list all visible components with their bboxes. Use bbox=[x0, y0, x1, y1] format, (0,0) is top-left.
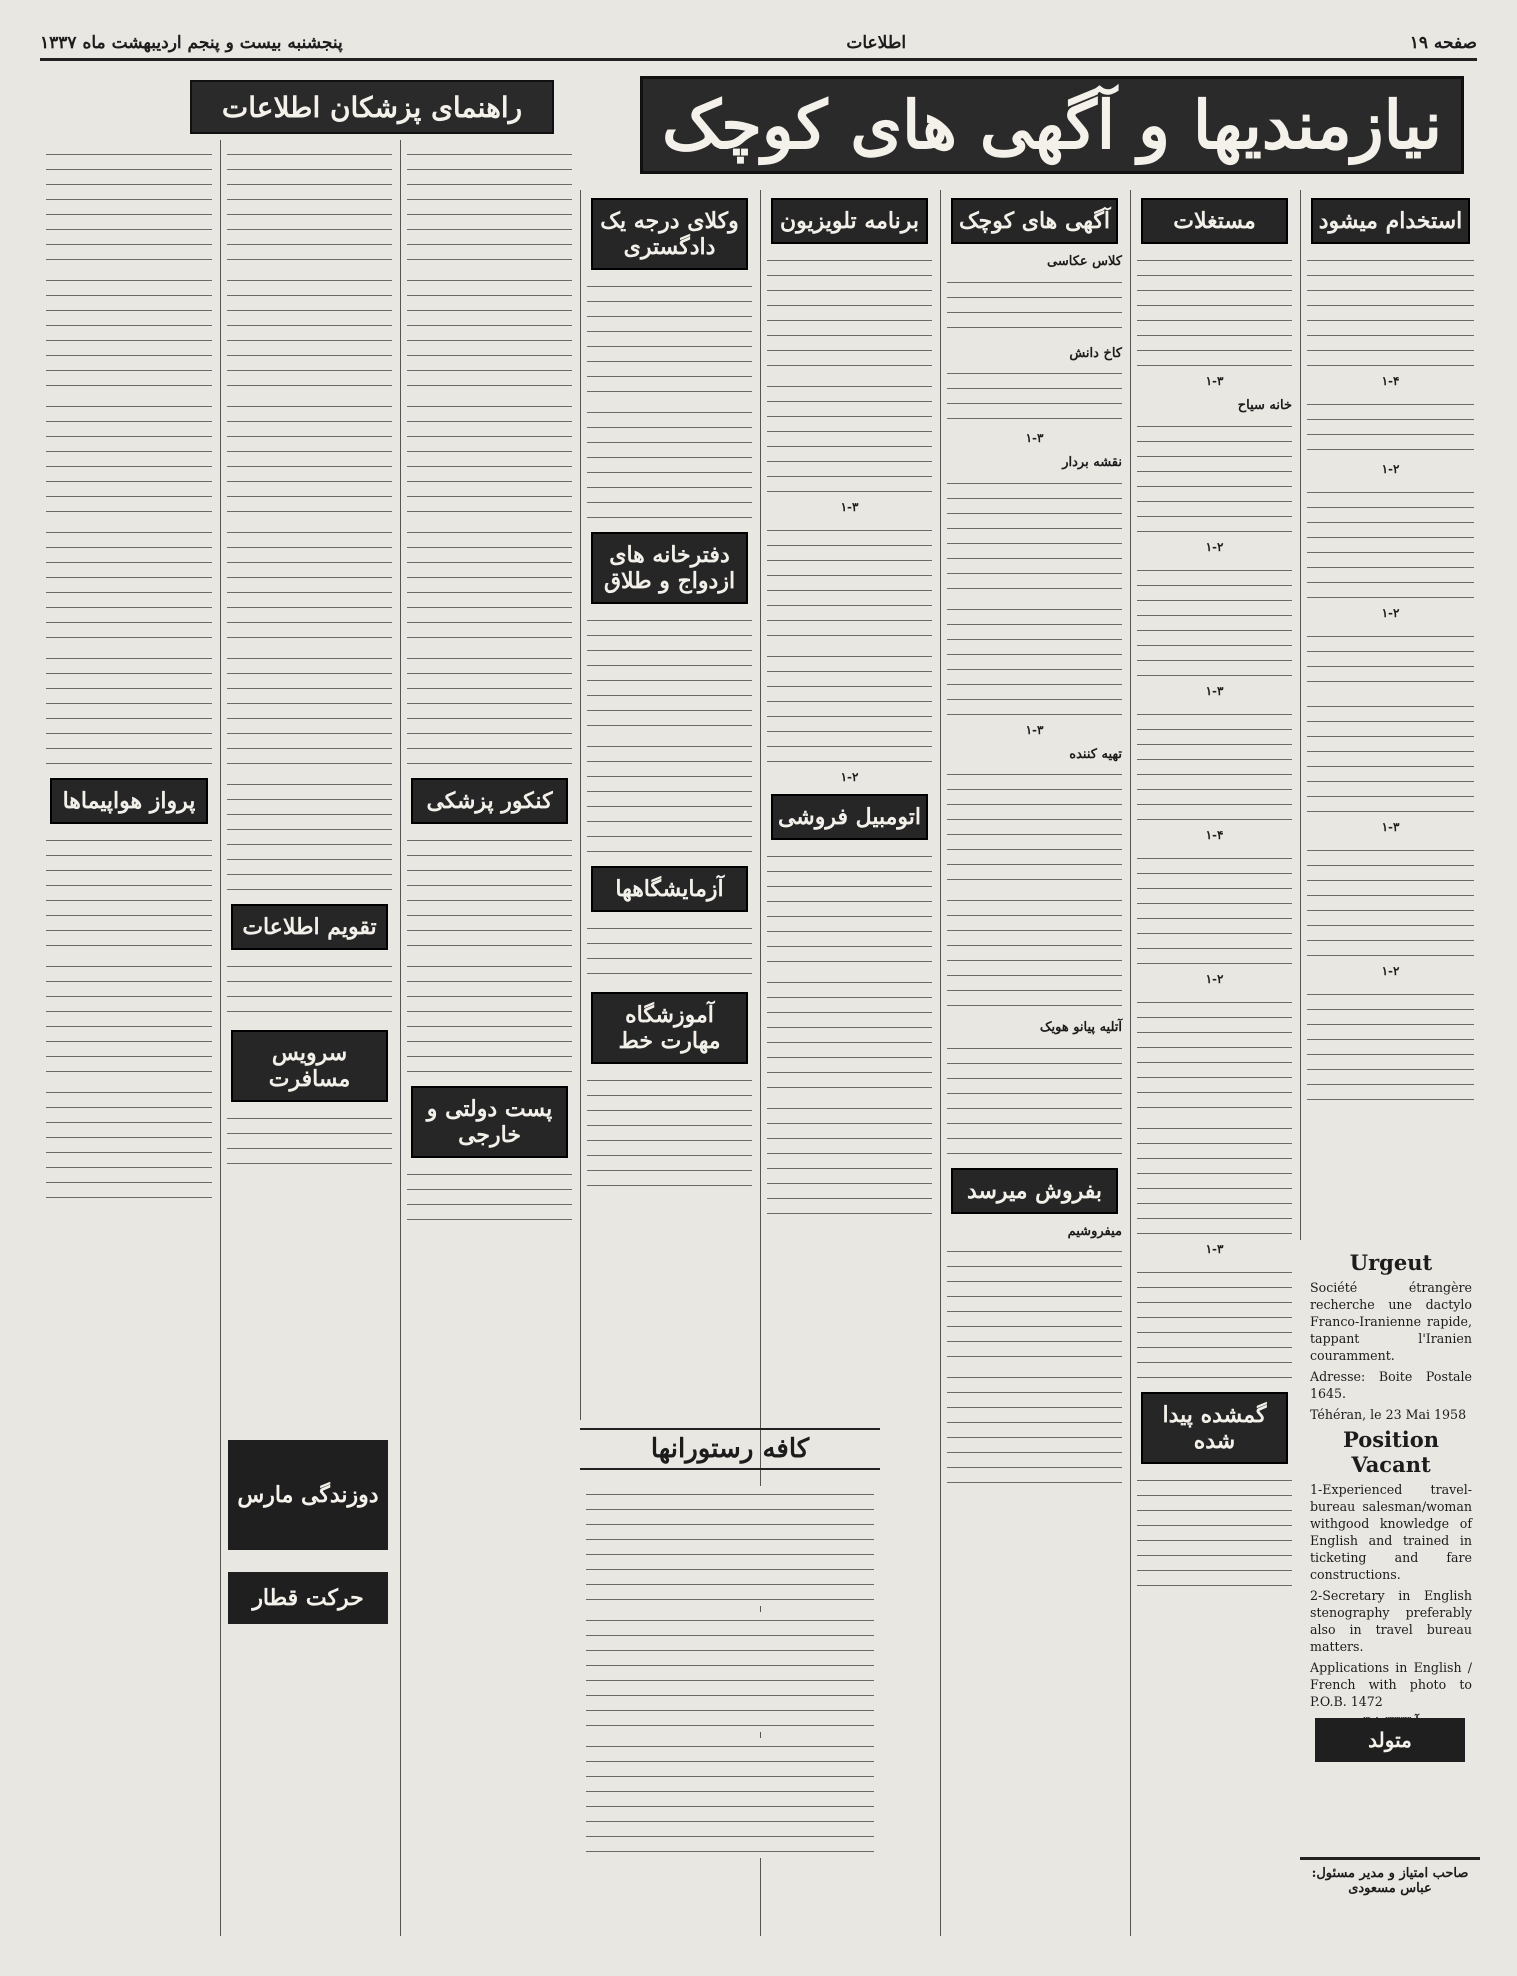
position-apply: Applications in English / French with photo to P.O.B. 1472 bbox=[1310, 1660, 1472, 1709]
ad-block bbox=[407, 650, 572, 770]
publisher-footer: صاحب امتیاز و مدیر مسئول: عباس مسعودی bbox=[1300, 1857, 1480, 1936]
ad-block: نقشه بردار bbox=[947, 453, 1122, 595]
ad-block bbox=[227, 650, 392, 770]
ad-block: ۱-۳ bbox=[1307, 698, 1474, 836]
page-number: صفحه ۱۹ bbox=[1409, 33, 1477, 53]
section-head-tv: برنامه تلویزیون bbox=[771, 198, 928, 244]
ad-block bbox=[767, 848, 932, 968]
column-7 bbox=[220, 140, 398, 1936]
ad-block: تهیه کننده bbox=[947, 745, 1122, 887]
section-head-marriage: دفترخانه های ازدواج و طلاق bbox=[591, 532, 748, 604]
ad-block bbox=[227, 958, 392, 1022]
ad-block bbox=[586, 1612, 874, 1732]
born-head: متولد bbox=[1315, 1718, 1465, 1762]
ad-block bbox=[1307, 628, 1474, 692]
ad-block: ۱-۲ bbox=[1307, 396, 1474, 478]
ad-block bbox=[586, 1738, 874, 1858]
section-head-calligraphy: آموزشگاه مهارت خط bbox=[591, 992, 748, 1064]
ad-block: ۱-۴ bbox=[1137, 706, 1292, 844]
urgent-text: Société étrangère recherche une dactylo Franco-Iranienne rapide, tappant l'Iranien couramment. bbox=[1310, 1280, 1472, 1363]
ad-block bbox=[587, 404, 752, 524]
ad-block: خانه سیاح ۱-۲ bbox=[1137, 396, 1292, 556]
ad-block: کلاس عکاسی bbox=[947, 252, 1122, 338]
ad-block bbox=[587, 920, 752, 984]
ad-block bbox=[407, 398, 572, 518]
ad-block: ۱-۳ bbox=[947, 601, 1122, 739]
ad-block bbox=[1137, 994, 1292, 1114]
ad-block bbox=[46, 958, 212, 1078]
position-title: Position Vacant bbox=[1343, 1427, 1439, 1477]
column-5 bbox=[580, 190, 758, 1420]
ad-block bbox=[587, 278, 752, 398]
ad-block: ۱-۲ bbox=[1307, 484, 1474, 622]
ad-block bbox=[947, 1369, 1122, 1489]
section-head-small-ads: آگهی های کوچک bbox=[951, 198, 1118, 244]
ad-block bbox=[227, 398, 392, 518]
ad-block bbox=[227, 272, 392, 392]
position-item-1: 1-Experienced travel-bureau salesman/woman withgood knowledge of English and trained in ticketing and fare constructions. bbox=[1310, 1482, 1472, 1582]
page-header bbox=[40, 28, 1477, 61]
ad-block bbox=[587, 612, 752, 732]
urgent-date: Téhéran, le 23 Mai 1958 bbox=[1310, 1407, 1467, 1422]
ad-block bbox=[407, 832, 572, 952]
ad-block bbox=[227, 1110, 392, 1174]
ad-block bbox=[407, 958, 572, 1078]
section-head-labs: آزمایشگاهها bbox=[591, 866, 748, 912]
ad-block bbox=[227, 524, 392, 644]
section-head-lawyers: وکلای درجه یک دادگستری bbox=[591, 198, 748, 270]
ad-block: ۱-۳ bbox=[1137, 1120, 1292, 1258]
ad-block: کاخ دانش ۱-۳ bbox=[947, 344, 1122, 448]
newspaper-name: اطلاعات bbox=[846, 33, 907, 53]
classifieds-title: نیازمندیها و آگهی های کوچک bbox=[640, 76, 1464, 174]
column-6 bbox=[400, 140, 578, 1936]
ad-block bbox=[586, 1486, 874, 1606]
ad-block: ۱-۳ bbox=[1137, 562, 1292, 700]
position-item-2: 2-Secretary in English stenography preferably also in travel bureau matters. bbox=[1310, 1588, 1472, 1654]
ad-block: ۱-۴ bbox=[1307, 252, 1474, 390]
column-8 bbox=[40, 140, 218, 1640]
ad-block bbox=[46, 398, 212, 518]
column-3 bbox=[940, 190, 1128, 1936]
ad-block bbox=[767, 974, 932, 1094]
column-1 bbox=[1300, 190, 1480, 1240]
ad-block bbox=[407, 1166, 572, 1230]
urgent-title: Urgeut bbox=[1349, 1250, 1433, 1275]
section-head-flights: پرواز هواپیماها bbox=[50, 778, 208, 824]
ad-block bbox=[46, 650, 212, 770]
urgent-ad bbox=[1310, 1250, 1472, 1728]
ad-block bbox=[46, 832, 212, 952]
ad-block bbox=[1137, 1264, 1292, 1384]
ad-block bbox=[947, 892, 1122, 1012]
issue-date: پنجشنبه بیست و پنجم اردیبهشت ماه ۱۳۳۷ bbox=[40, 33, 343, 53]
section-head-cars: اتومبیل فروشی bbox=[771, 794, 928, 840]
ad-block bbox=[227, 776, 392, 896]
section-head-hiring: استخدام میشود bbox=[1311, 198, 1470, 244]
ad-block: ۱-۲ bbox=[767, 648, 932, 786]
train-head: حرکت قطار bbox=[228, 1572, 388, 1624]
ad-block: میفروشیم bbox=[947, 1222, 1122, 1364]
ad-block bbox=[227, 146, 392, 266]
ad-block: ۱-۲ bbox=[1137, 850, 1292, 988]
ad-block bbox=[1307, 986, 1474, 1106]
ad-block bbox=[46, 146, 212, 266]
ad-block bbox=[767, 1100, 932, 1220]
ad-block: ۱-۳ bbox=[767, 378, 932, 516]
urgent-address: Adresse: Boite Postale 1645. bbox=[1310, 1369, 1472, 1401]
ad-block bbox=[46, 524, 212, 644]
section-head-travel: سرویس مسافرت bbox=[231, 1030, 388, 1102]
cafe-restaurants-head: کافه رستورانها bbox=[580, 1428, 880, 1470]
ad-block: ۱-۳ bbox=[1137, 252, 1292, 390]
ad-block: آتلیه پیانو هویک bbox=[947, 1018, 1122, 1160]
doctors-guide-title: راهنمای پزشکان اطلاعات bbox=[190, 80, 554, 134]
section-head-calendar: تقویم اطلاعات bbox=[231, 904, 388, 950]
ad-block bbox=[587, 1072, 752, 1192]
section-head-post: پست دولتی و خارجی bbox=[411, 1086, 568, 1158]
ad-block bbox=[767, 522, 932, 642]
section-head-real-estate: مستغلات bbox=[1141, 198, 1288, 244]
ad-block bbox=[767, 252, 932, 372]
section-head-for-sale: بفروش میرسد bbox=[951, 1168, 1118, 1214]
tailor-promo: دوزندگی مارس bbox=[228, 1440, 388, 1550]
ad-block bbox=[46, 1084, 212, 1204]
section-head-konkur: کنکور پزشکی bbox=[411, 778, 568, 824]
ad-block: ۱-۲ bbox=[1307, 842, 1474, 980]
ad-block bbox=[1137, 1472, 1292, 1592]
column-2 bbox=[1130, 190, 1298, 1936]
ad-block bbox=[407, 272, 572, 392]
section-head-lost-found: گمشده پیدا شده bbox=[1141, 1392, 1288, 1464]
ad-block bbox=[407, 146, 572, 266]
ad-block bbox=[46, 272, 212, 392]
column-5-lower bbox=[580, 1480, 880, 1936]
ad-block bbox=[407, 524, 572, 644]
ad-block bbox=[587, 738, 752, 858]
